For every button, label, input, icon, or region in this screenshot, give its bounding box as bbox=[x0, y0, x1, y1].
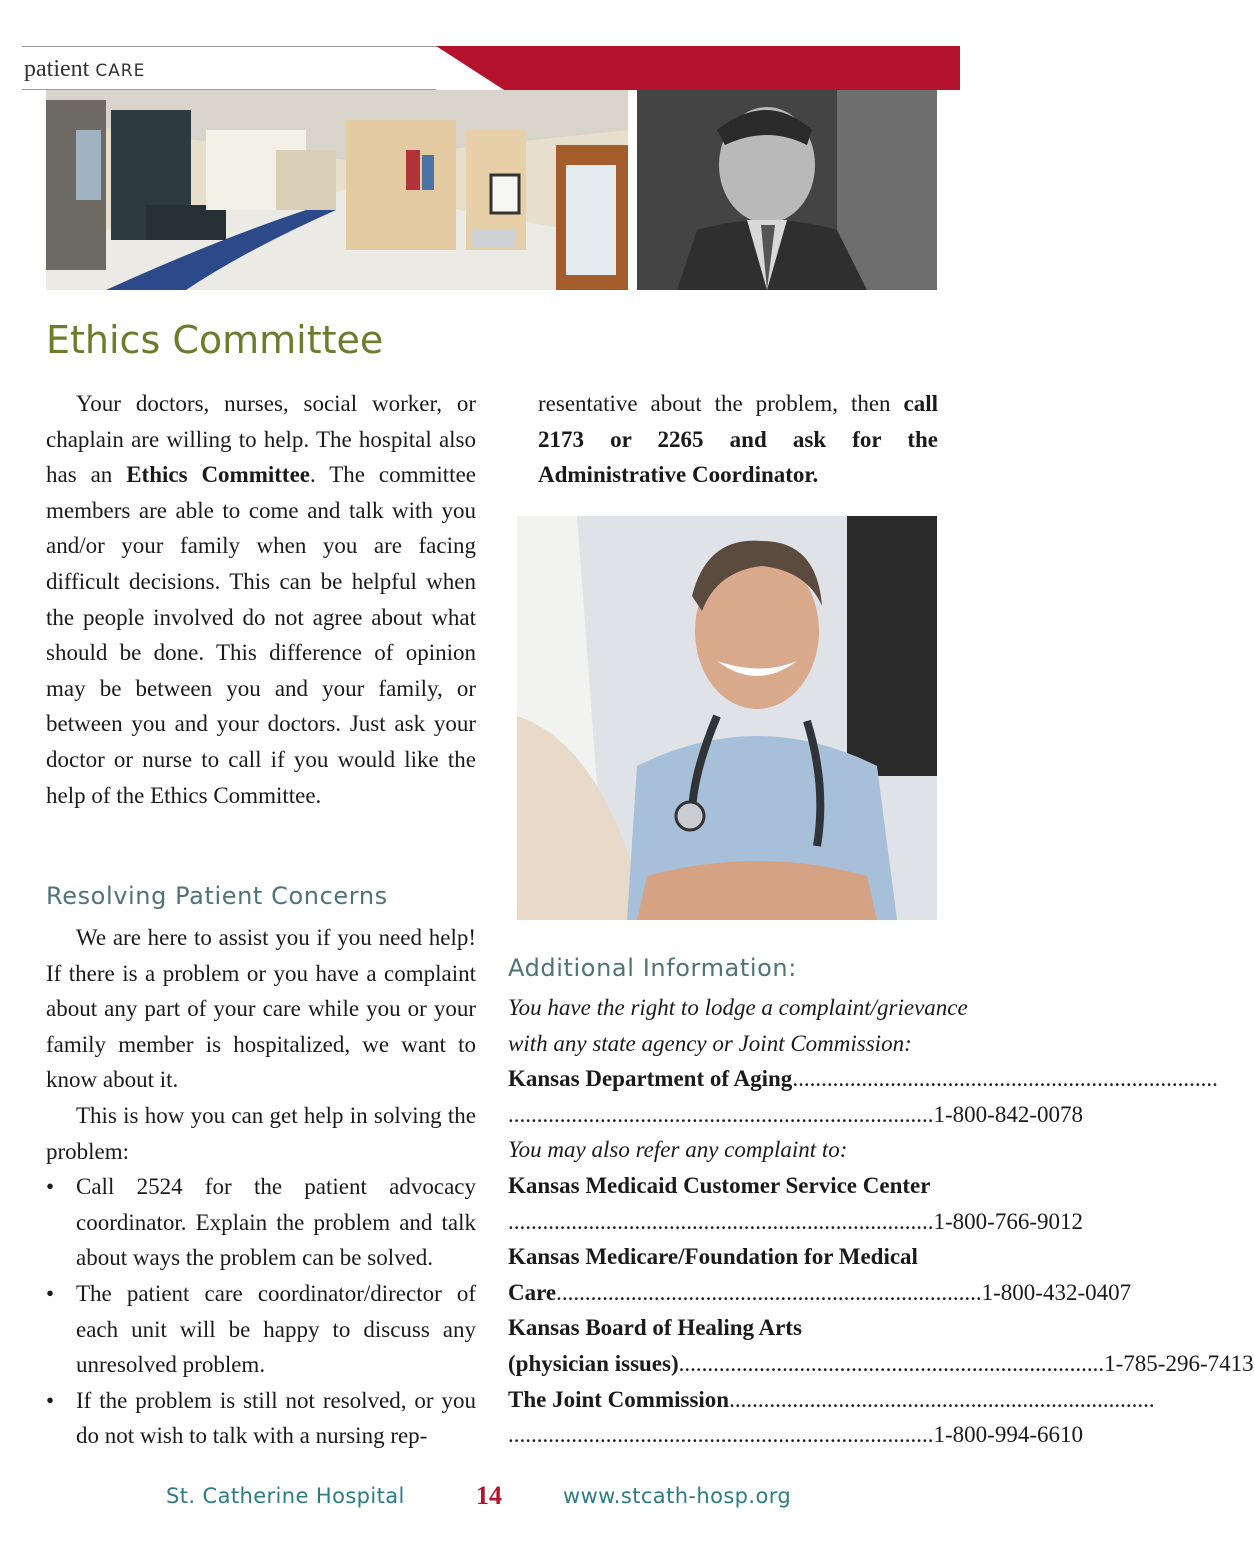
list-item bbox=[46, 1169, 476, 1276]
rights-line-2: with any state agency or Joint Commission: bbox=[508, 1030, 912, 1056]
contact-phone: 1-800-432-0407 bbox=[981, 1279, 1132, 1305]
contact-phone: 1-785-296-7413 bbox=[1104, 1350, 1254, 1376]
leader-dots: .......................................................................... bbox=[792, 1066, 1218, 1092]
contact-phone-row bbox=[508, 1097, 1083, 1133]
additional-info bbox=[508, 990, 1254, 1453]
bullet-icon: • bbox=[46, 1387, 55, 1413]
continuation-bold-text: call 2173 or 2265 and ask for the Administrative Coordinator. bbox=[538, 391, 938, 488]
contact-name-continued: (physician issues) bbox=[508, 1350, 679, 1376]
footer-website-link[interactable]: www.stcath-hosp.org bbox=[563, 1484, 792, 1508]
refer-line: You may also refer any complaint to: bbox=[508, 1137, 848, 1163]
ethics-body bbox=[46, 386, 476, 813]
page-number: 14 bbox=[476, 1481, 502, 1510]
bullet-text: The patient care coordinator/director of each unit will be happy to discuss any unresolved problem. bbox=[76, 1280, 476, 1378]
contact-phone-row bbox=[508, 1346, 1254, 1382]
contact-name-row bbox=[508, 1168, 938, 1204]
contact-name: Kansas Medicare/Foundation for Medical bbox=[508, 1244, 918, 1270]
footer-hospital-name: St. Catherine Hospital bbox=[166, 1484, 405, 1508]
concerns-heading: Resolving Patient Concerns bbox=[46, 882, 388, 910]
contact-phone: 1-800-766-9012 bbox=[933, 1208, 1083, 1234]
leader-dots: .......................................................................... bbox=[508, 1101, 934, 1127]
ethics-text-a: Your doctors, nurses, social worker, or chaplain are willing to help. The hospital also has an bbox=[46, 391, 476, 488]
section-label-word2: CARE bbox=[95, 61, 146, 81]
contact-phone: 1-800-842-0078 bbox=[933, 1101, 1083, 1127]
section-label-word1: patient bbox=[24, 56, 90, 82]
continuation-text: resentative about the problem, then bbox=[538, 391, 904, 416]
contact-name-row bbox=[508, 1239, 938, 1275]
leader-dots: .......................................................................... bbox=[508, 1422, 934, 1448]
contact-phone-row bbox=[508, 1417, 1083, 1453]
bullet-text: If the problem is still not resolved, or you do not wish to talk with a nursing rep- bbox=[76, 1387, 476, 1449]
bullet-icon: • bbox=[46, 1174, 55, 1200]
list-item bbox=[46, 1276, 476, 1383]
contact-name-continued: Care bbox=[508, 1279, 557, 1305]
page-footer bbox=[0, 1481, 960, 1520]
contact-phone-row bbox=[508, 1204, 1083, 1240]
leader-dots: .......................................................................... bbox=[729, 1386, 1155, 1412]
additional-heading: Additional Information: bbox=[508, 954, 797, 982]
contact-phone: 1-800-994-6610 bbox=[933, 1422, 1083, 1448]
contact-name-row bbox=[508, 1061, 1218, 1097]
concerns-bullet-list bbox=[46, 1169, 476, 1454]
portrait-photo bbox=[637, 90, 937, 290]
header-rule-top bbox=[22, 46, 438, 47]
ethics-text-bold: Ethics Committee bbox=[126, 462, 310, 488]
concerns-paragraph-1: We are here to assist you if you need help! If there is a problem or you have a complaint about any part of your care while you or your family member is hospitalized, we want to know about it. bbox=[46, 925, 476, 1093]
bullet-text: Call 2524 for the patient advocacy coordinator. Explain the problem and talk about ways the problem can be solved. bbox=[76, 1174, 476, 1271]
contact-name: The Joint Commission bbox=[508, 1386, 730, 1412]
leader-dots: .......................................................................... bbox=[678, 1350, 1105, 1376]
bullet-icon: • bbox=[46, 1280, 55, 1306]
contact-name: Kansas Board of Healing Arts bbox=[508, 1315, 802, 1341]
ethics-text-b: . The committee members are able to come and talk with you and/or your family when you are facing difficult decisions. This can be helpful when the people involved do not agree about what should be done. This difference of opinion may be between you and your family, or between you and your doctors. Just ask your doctor or nurse to call if you would like the help of the Ethics Committee. bbox=[46, 462, 476, 808]
concerns-continuation bbox=[538, 386, 938, 493]
rights-line-1: You have the right to lodge a complaint/grievance bbox=[508, 995, 968, 1020]
contact-name-row bbox=[508, 1310, 938, 1346]
concerns-body bbox=[46, 920, 476, 1454]
contact-name: Kansas Medicaid Customer Service Center bbox=[508, 1172, 931, 1198]
contact-name-row bbox=[508, 1382, 1155, 1418]
leader-dots: .......................................................................... bbox=[508, 1208, 934, 1234]
concerns-paragraph-2: This is how you can get help in solving the problem: bbox=[46, 1102, 476, 1164]
contact-phone-row bbox=[508, 1275, 1132, 1311]
hallway-photo bbox=[46, 90, 628, 290]
ethics-paragraph bbox=[46, 386, 476, 813]
header-accent-band bbox=[436, 46, 960, 90]
ethics-heading: Ethics Committee bbox=[46, 318, 384, 362]
contact-name: Kansas Department of Aging bbox=[508, 1066, 793, 1092]
continuation-paragraph bbox=[538, 386, 938, 493]
list-item bbox=[46, 1383, 476, 1454]
section-label bbox=[24, 56, 145, 83]
doctor-photo bbox=[517, 516, 937, 920]
leader-dots: .......................................................................... bbox=[556, 1279, 982, 1305]
